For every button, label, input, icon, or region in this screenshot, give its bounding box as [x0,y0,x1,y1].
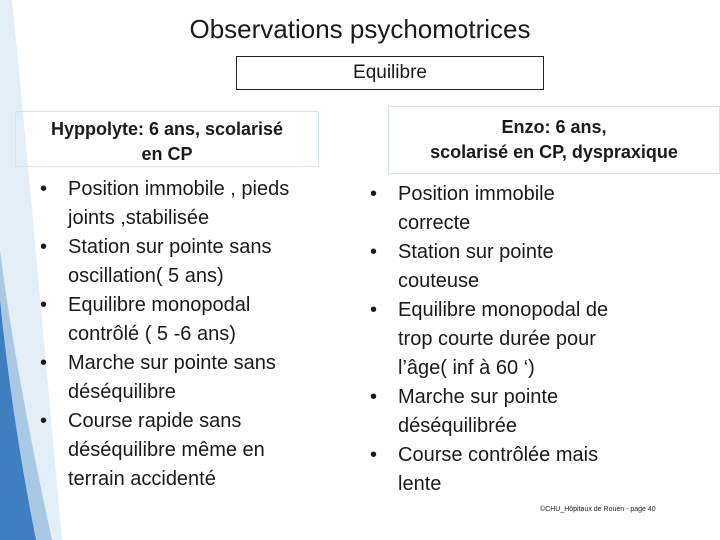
list-item [26,407,344,494]
item-line: trop courte durée pour [398,328,596,350]
item-line: déséquilibre [68,381,176,403]
item-line: déséquilibrée [398,415,517,437]
list-item [356,383,682,441]
item-line: terrain accidenté [68,468,216,490]
right-bullet-list [356,180,682,499]
list-item [26,291,344,349]
item-line: • Course rapide sans [68,410,242,432]
list-item [26,175,344,233]
list-item [356,238,682,296]
item-line: déséquilibre même en [68,439,265,461]
subtitle-box: Equilibre [236,56,544,90]
item-line: joints ,stabilisée [68,207,210,229]
item-line: • Station sur pointe sans [68,236,272,258]
item-line: oscillation( 5 ans) [68,265,224,287]
right-heading-line: scolarisé en CP, dyspraxique [430,142,678,162]
item-line: l’âge( inf à 60 ‘) [398,357,535,379]
item-line: correcte [398,212,471,234]
right-column-heading [388,106,720,174]
list-item [26,349,344,407]
item-line: couteuse [398,270,480,292]
item-line: lente [398,473,442,495]
item-line: • Marche sur pointe sans [68,352,276,374]
item-line: • Station sur pointe [398,241,554,263]
item-line: • Marche sur pointe [398,386,559,408]
right-heading-line: Enzo: 6 ans, [501,117,607,137]
item-line: • Position immobile , pieds [68,178,290,200]
item-line: • Equilibre monopodal [68,294,251,316]
item-line: contrôlé ( 5 -6 ans) [68,323,236,345]
item-line: • Position immobile [398,183,555,205]
left-heading-line: Hyppolyte: 6 ans, scolarisé [50,119,284,139]
left-heading-line: en CP [141,144,193,164]
list-item [356,180,682,238]
slide-title: Observations psychomotrices [189,14,531,44]
footer-credit: ©CHU_Hôpitaux de Rouen - page 40 [540,506,656,513]
list-item [356,296,682,383]
left-column-heading [15,111,319,167]
left-bullet-list [26,175,344,494]
list-item [26,233,344,291]
item-line: • Course contrôlée mais [398,444,599,466]
list-item [356,441,682,499]
item-line: • Equilibre monopodal de [398,299,609,321]
